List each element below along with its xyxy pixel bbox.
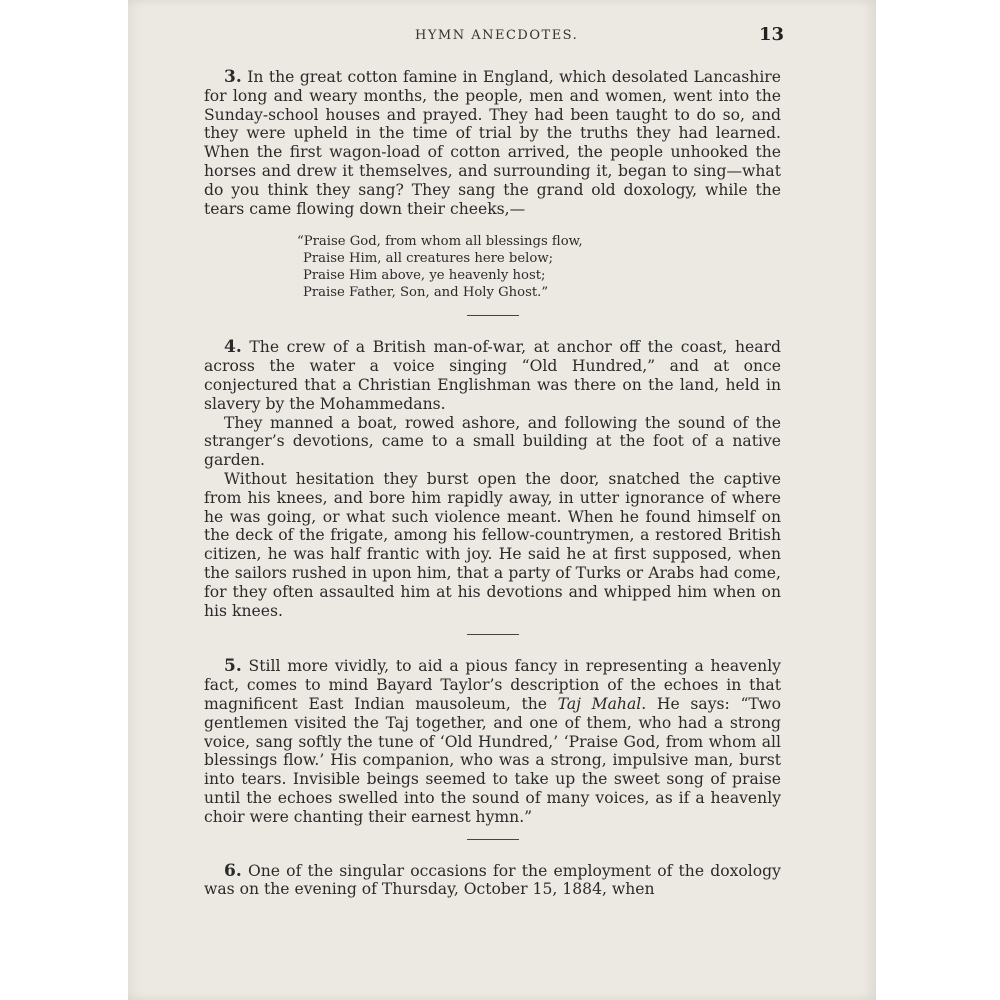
anecdote-number: 5. (224, 656, 242, 677)
anecdote-5-text-before: Still more vividly, to aid a pious fancy in representing a heavenly fact, comes to mind Bayard Taylor’s description of the echoes in that magnificent East Indian mausoleum, the (204, 657, 781, 713)
page-body (204, 68, 781, 899)
verse-line: “Praise God, from whom all blessings flow, (297, 234, 583, 250)
anecdote-4-paragraph: They manned a boat, rowed ashore, and following the sound of the stranger’s devotions, came to a small building at the foot of a native garden. (204, 413, 781, 470)
anecdote-number: 4. (224, 337, 242, 358)
anecdote-4 (204, 338, 781, 620)
anecdote-4-paragraph: Without hesitation they burst open the door, snatched the captive from his knees, and bore him rapidly away, in utter ignorance of where he was going, or what such violence meant. When he found himself on the deck of the frigate, among his fellow-countrymen, a restored British citizen, he was half frantic with joy. He said he at first supposed, when the sailors rushed in upon him, that a party of Turks or Arabs had come, for they often assaulted him at his devotions and whipped him when on his knees. (204, 469, 781, 620)
verse-line: Praise Him above, ye heavenly host; (303, 268, 546, 284)
section-divider (467, 634, 519, 635)
section-divider (467, 839, 519, 840)
anecdote-4-paragraph (204, 338, 781, 413)
verse-line: Praise Him, all creatures here below; (303, 251, 554, 267)
anecdote-3-paragraph (204, 68, 781, 218)
anecdote-number: 3. (224, 67, 242, 87)
book-page (128, 0, 876, 1000)
doxology-verse (297, 233, 781, 301)
verse-line: Praise Father, Son, and Holy Ghost.” (303, 285, 549, 301)
anecdote-6-text: One of the singular occasions for the employment of the doxology was on the evening of Thursday, October 15, 1884, when (204, 861, 781, 899)
anecdote-number: 6. (224, 860, 242, 881)
anecdote-3-text: In the great cotton famine in England, which desolated Lancashire for long and weary months, the people, men and women, went into the Sunday-school houses and prayed. They had been taught to do so, and they were upheld in the time of trial by the truths they had learned. When the first wagon-load of cotton arrived, the people unhooked the horses and drew it themselves, and surrounding it, began to sing—what do you think they sang? They sang the grand old doxology, while the tears came flowing down their cheeks,— (204, 68, 781, 218)
page-number: 13 (759, 24, 785, 45)
anecdote-5-paragraph (204, 657, 781, 826)
anecdote-5 (204, 657, 781, 826)
taj-mahal-italic: Taj Mahal. (557, 694, 647, 713)
section-divider (467, 315, 519, 316)
anecdote-3 (204, 68, 781, 301)
anecdote-6-paragraph (204, 862, 781, 900)
anecdote-4-text-1: The crew of a British man-of-war, at anchor off the coast, heard across the water a voice singing “Old Hundred,” and at once conjectured that a Christian Englishman was there on the land, held in slavery by the Mohammedans. (204, 338, 781, 413)
anecdote-6 (204, 862, 781, 900)
running-title: HYMN ANECDOTES. (415, 28, 579, 43)
anecdote-5-text-after: He says: “Two gentlemen visited the Taj together, and one of them, who had a strong voice, sang softly the tune of ‘Old Hundred,’ ‘Praise God, from whom all blessings flow.’ His companion, who was a strong, impulsive man, burst into tears. Invisible beings seemed to take up the sweet song of praise until the echoes swelled into the sound of many voices, as if a heavenly choir were chanting their earnest hymn.” (204, 694, 781, 826)
